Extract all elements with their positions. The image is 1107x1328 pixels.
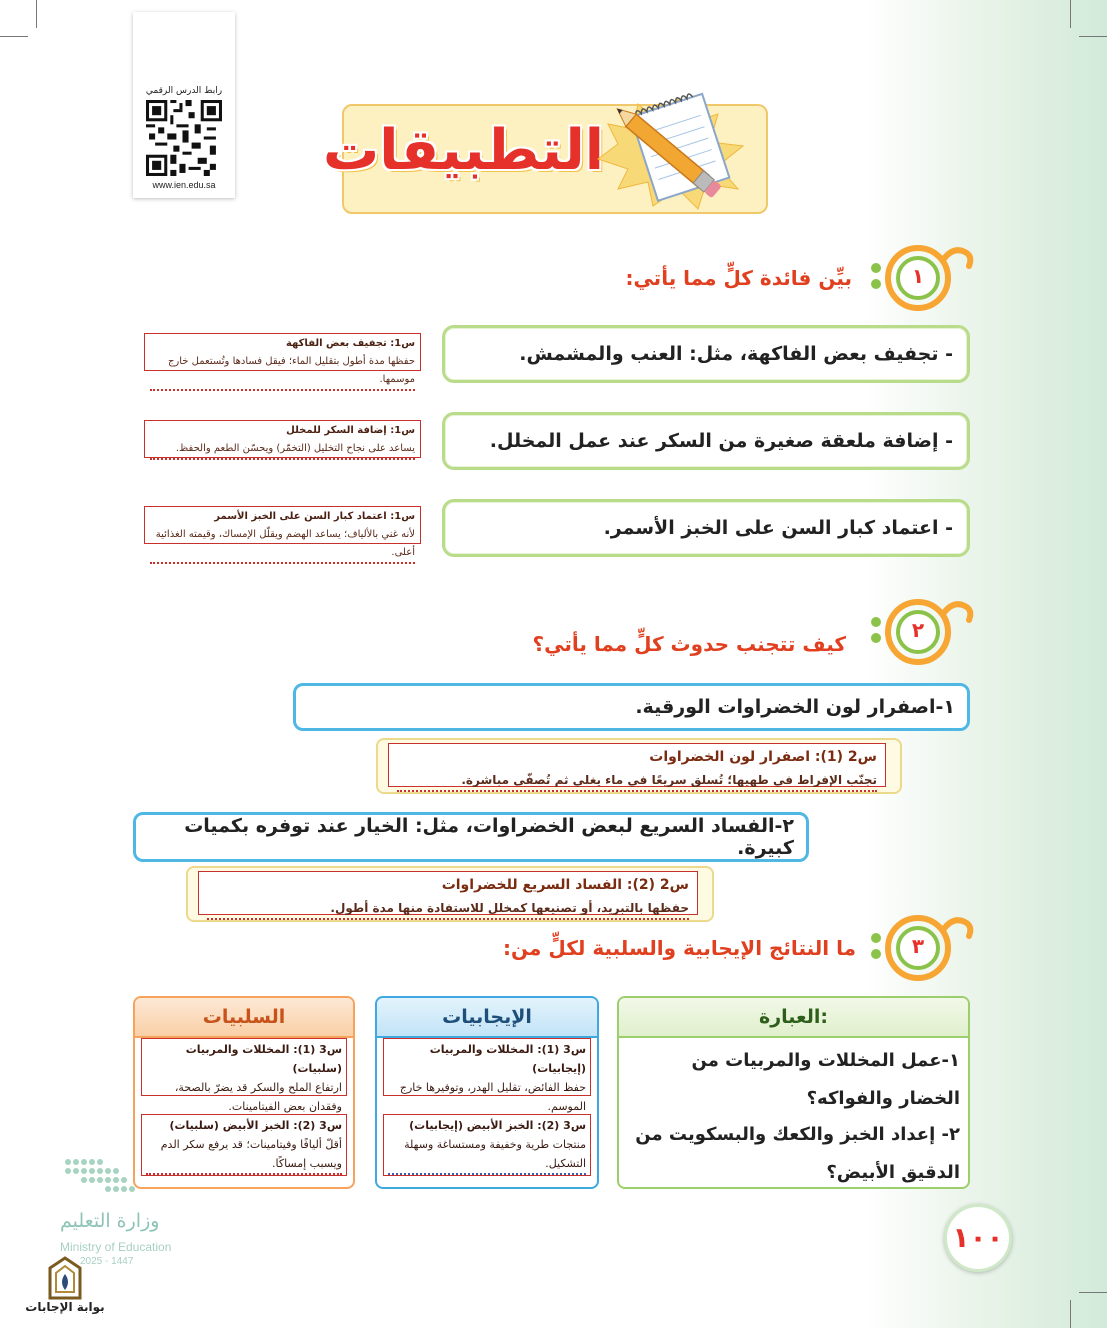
section-2-item-1-answer [376,738,902,794]
ministry-name-en: Ministry of Education [60,1240,172,1254]
positives-answer-2 [383,1114,591,1176]
answers-portal-watermark: بوابة الإجابات [25,1300,105,1314]
section-2-item-2-text: ٢-الفساد السريع لبعض الخضراوات، مثل: الخيار عند توفره بكميات كبيرة. [184,815,794,859]
crop-mark [1070,0,1071,28]
section-1-item-3-answer [144,506,421,558]
answers-portal-logo-icon [44,1256,86,1302]
answer-heading: س1: إضافة السكر للمخلل [286,425,415,436]
crop-mark [1079,36,1107,37]
section-3-number: ٣ [911,934,925,958]
section-2-item-2 [133,812,809,862]
answer-body: لأنه غني بالألياف؛ يساعد الهضم ويقلّل الإمساك، وقيمته الغذائية أعلى. [150,526,415,564]
statement-2: ٢- إعداد الخبز والكعك والبسكويت من الدقيق الأبيض؟ [635,1124,960,1183]
page-title: التطبيقات [323,118,604,183]
answer-heading: س1: اعتماد كبار السن على الخبز الأسمر [214,511,415,522]
crop-mark [36,0,37,28]
answer-heading: س3 (2): الخبز الأبيض (سلبيات) [169,1119,342,1132]
positives-answer-1 [383,1038,591,1113]
section-1-title: بيِّن فائدة كلٍّ مما يأتي: [625,266,852,290]
qr-label: رابط الدرس الرقمي [145,86,223,96]
answer-body: تجنّب الإفراط في طهيها؛ تُسلق سريعًا في ماء يغلي ثم تُصفّى مباشرة. [397,770,877,792]
crop-mark [1079,1292,1107,1293]
ministry-logo [60,1150,210,1270]
answer-body: أقلّ أليافًا وفيتامينات؛ قد يرفع سكر الدم ويسبب إمساكًا. [146,1135,342,1175]
section-2-title: كيف تتجنب حدوث كلٍّ مما يأتي؟ [532,632,846,656]
section-1-number: ١ [911,264,925,288]
section-3-title: ما النتائج الإيجابية والسلبية لكلٍّ من: [503,936,856,960]
answer-body: منتجات طرية وخفيفة ومستساغة وسهلة التشكيل. [388,1135,586,1175]
section-1-item-2-text: - إضافة ملعقة صغيرة من السكر عند عمل المخلل. [489,430,953,452]
section-2-item-1-text: ١-اصفرار لون الخضراوات الورقية. [635,696,955,718]
section-2-item-1 [293,683,970,731]
negatives-answer-1 [141,1038,347,1113]
answer-heading: س2 (2): الفساد السريع للخضراوات [441,877,689,893]
answer-heading: س2 (1): اصفرار لون الخضراوات [649,749,877,765]
answer-heading: س3 (1): المخللات والمربيات (سلبيات) [185,1043,342,1075]
section-1-item-2-answer [144,420,421,458]
statement-1: ١-عمل المخللات والمربيات من الخضار والفواكه؟ [691,1050,960,1109]
answer-body: حفظها مدة أطول بتقليل الماء؛ فيقل فسادها وتُستعمل خارج موسمها. [150,353,415,391]
qr-code-icon [146,100,222,176]
answer-body: يساعد على نجاح التخليل (التخمّر) ويحسّن الطعم والحفظ. [150,440,415,460]
title-banner [323,104,768,214]
section-1-item-2 [442,412,970,470]
positives-header: الإيجابيات [377,998,597,1038]
answer-heading: س3 (1): المخللات والمربيات (إيجابيات) [429,1043,586,1075]
table-positives-column [375,996,599,1189]
crop-mark [0,36,28,37]
ministry-name-ar: وزارة التعليم [60,1210,160,1232]
section-2-item-2-answer [186,866,714,922]
answer-body: حفظ الفائض، تقليل الهدر، وتوفيرها خارج الموسم. [388,1078,586,1118]
answer-heading: س3 (2): الخبز الأبيض (إيجابيات) [409,1119,586,1132]
section-1-item-1 [442,325,970,383]
section-1-item-3-text: - اعتماد كبار السن على الخبز الأسمر. [603,517,953,539]
section-1-item-1-text: - تجفيف بعض الفاكهة، مثل: العنب والمشمش. [519,343,953,365]
notepad-pencil-icon [588,84,758,214]
qr-url[interactable]: www.ien.edu.sa [152,180,216,190]
section-2-number: ٢ [911,618,925,642]
statement-header: العبارة: [619,998,968,1038]
answer-heading: س1: تجفيف بعض الفاكهة [285,338,415,349]
negatives-header: السلبيات [135,998,353,1038]
section-1-item-1-answer [144,333,421,385]
crop-mark [1070,1300,1071,1328]
page-number: ١٠٠ [944,1204,1012,1272]
answer-body: حفظها بالتبريد، أو تصنيعها كمخلل للاستفادة منها مدة أطول. [207,898,689,920]
table-statement-column [617,996,970,1189]
section-1-item-3 [442,499,970,557]
qr-code-card[interactable] [133,12,235,198]
answer-body: ارتفاع الملح والسكر قد يضرّ بالصحة، وفقدان بعض الفيتامينات. [146,1078,342,1118]
ministry-year: 2025 - 1447 [80,1256,134,1267]
ministry-dots-icon [62,1154,202,1199]
